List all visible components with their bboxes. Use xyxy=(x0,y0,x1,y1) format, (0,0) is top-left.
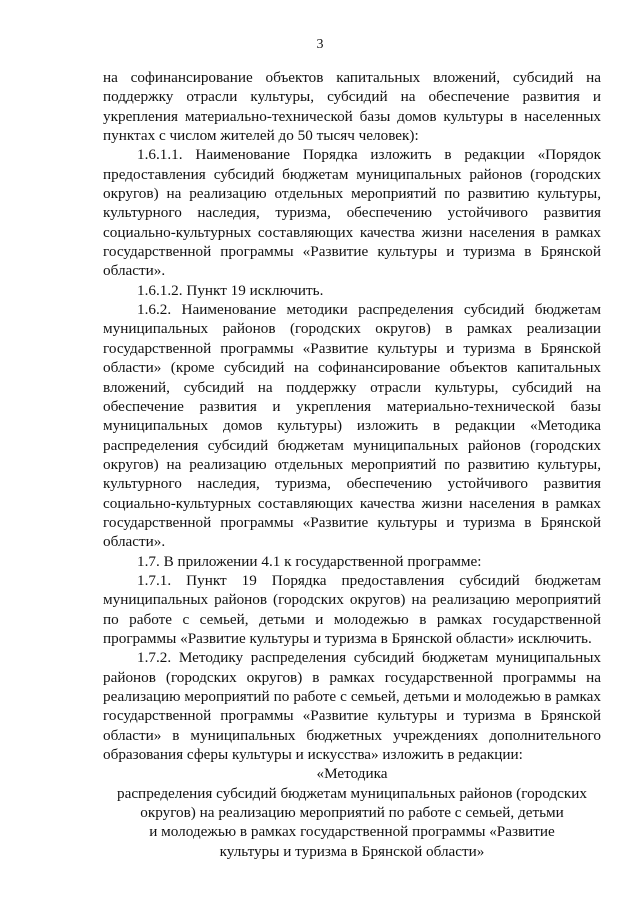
document-body xyxy=(103,68,601,861)
paragraph-1-6-2: 1.6.2. Наименование методики распределения субсидий бюджетам муниципальных районов (городских округов) в рамках реализации государственной программы «Развитие культуры и туризма в Брянской области» (кроме субсидий на софинансирование объектов капитальных вложений, субсидий на поддержку отрасли культуры, субсидий на обеспечение развития и укрепления материально-технической базы муниципальных домов культуры) изложить в редакции «Методика распределения субсидий бюджетам муниципальных районов (городских округов) на реализацию отдельных мероприятий по развитию культуры, культурного наследия, туризма, обеспечению устойчивого развития социально-культурных составляющих качества жизни населения в рамках государственной программы «Развитие культуры и туризма в Брянской области». xyxy=(103,301,601,551)
heading-line-5: культуры и туризма в Брянской области» xyxy=(219,842,485,860)
paragraph-1-6-1-1: 1.6.1.1. Наименование Порядка изложить в редакции «Порядок предоставления субсидий бюджетам муниципальных районов (городских округов) на реализацию отдельных мероприятий по развитию культуры, культурного наследия, туризма, обеспечению устойчивого развития социально-культурных составляющих качества жизни населения в рамках государственной программы «Развитие культуры и туризма в Брянской области». xyxy=(103,146,601,280)
heading-line-4: и молодежью в рамках государственной программы «Развитие xyxy=(149,823,555,841)
page-number: 3 xyxy=(316,37,324,52)
heading-line-1: «Методика xyxy=(316,765,388,783)
paragraph-1-6-1-2: 1.6.1.2. Пункт 19 исключить. xyxy=(137,281,324,299)
methodology-heading xyxy=(103,764,601,861)
paragraph-continuation: на софинансирование объектов капитальных вложений, субсидий на поддержку отрасли культуры, субсидий на обеспечение развития и укрепления материально-технической базы домов культуры в населенных пунктах с числом жителей до 50 тысяч человек): xyxy=(103,69,601,145)
paragraph-1-7: 1.7. В приложении 4.1 к государственной программе: xyxy=(137,552,482,570)
paragraph-1-7-1: 1.7.1. Пункт 19 Порядка предоставления субсидий бюджетам муниципальных районов (городских округов) на реализацию мероприятий по работе с семьей, детьми и молодежью в рамках государственной программы «Развитие культуры и туризма в Брянской области» исключить. xyxy=(103,571,601,647)
heading-line-3: округов) на реализацию мероприятий по работе с семьей, детьми xyxy=(140,804,564,822)
heading-line-2: распределения субсидий бюджетам муниципальных районов (городских xyxy=(116,784,588,802)
paragraph-1-7-2: 1.7.2. Методику распределения субсидий бюджетам муниципальных районов (городских округов) в рамках государственной программы на реализацию мероприятий по работе с семьей, детьми и молодежью в рамках государственной программы «Развитие культуры и туризма в Брянской области» в муниципальных бюджетных учреждениях дополнительного образования сферы культуры и искусства» изложить в редакции: xyxy=(103,649,601,764)
